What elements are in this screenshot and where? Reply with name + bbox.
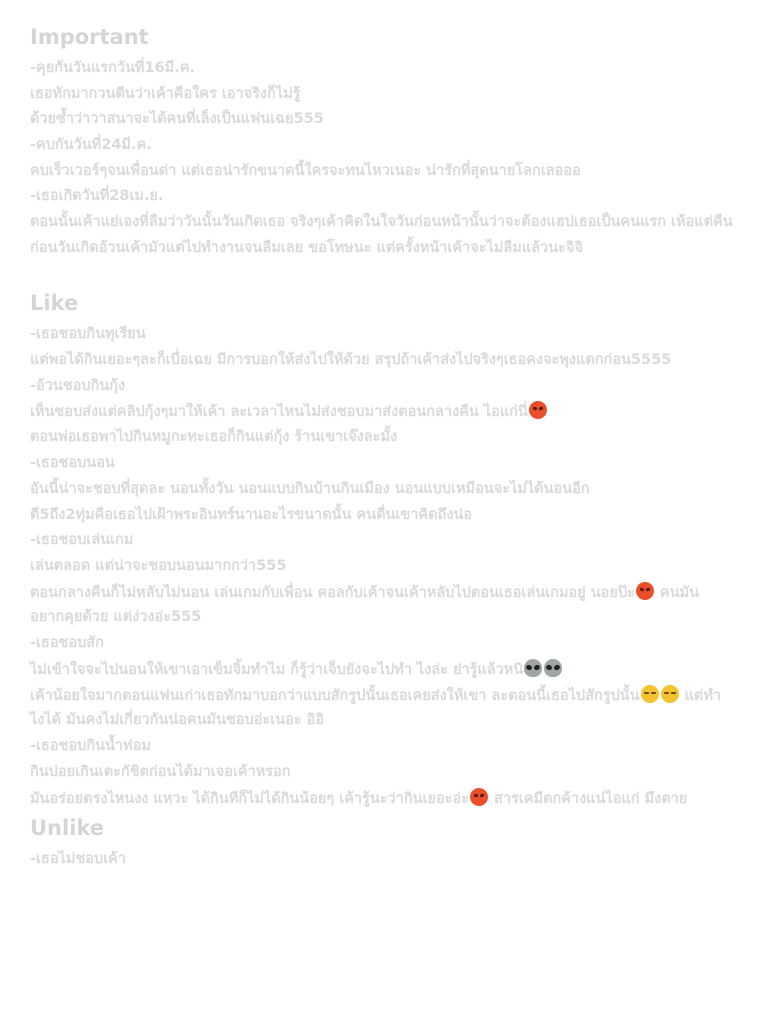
like-line: -เธอชอบนอน [30,455,115,471]
like-line: แต่พอได้กินเยอะๆละก็เบื่อเฉย มีการบอกให้ส่งไปให้ด้วย สรุปถ้าเค้าส่งไปจริงๆเธอคงจะพุงแตกก่อน5555 [30,352,672,368]
like-line-text: มันอร่อยตรงไหนงง แหวะ ได้กินทีก็ไม่ได้กินน้อยๆ เค้ารู้นะว่ากินเยอะอ่ะ [30,791,469,807]
like-line: เล่นตลอด แต่น่าจะชอบนอนมากกว่า555 [30,558,287,574]
important-line: -คบกันวันที่24มี.ค. [30,137,152,153]
like-line: ไงได้ มันคงไม่เกี่ยวกันน่อคนมันชอบอ่ะเนอะ อิอิ [30,712,325,728]
sad-face-icon [641,685,659,703]
angry-face-icon [529,401,547,419]
like-line [30,659,563,680]
like-line-text: เค้าน้อยใจมากตอนแฟนเก่าเธอทักมาบอกว่าแบบสักรูปนั้นเธอเคยส่งให้เขา ละตอนนี้เธอไปสักรูปนั้น [30,688,640,704]
like-line: ตอนพ่อเธอพาไปกินหมูกะทะเธอก็กินแต่กุ้ง ร้านเขาเจ๊งละมั้ง [30,429,398,445]
important-line: ด้วยซ้ำว่าวาสนาจะได้คนที่เล็งเป็นแฟนเฉย555 [30,111,324,127]
angry-face-icon [636,582,654,600]
like-line [30,788,687,809]
important-line: ก่อนวันเกิดอ้วนเค้ามัวแต่ไปทำงานจนลืมเลย ขอโทษนะ แต่ครั้งหน้าเค้าจะไม่ลืมแล้วนะจิจิ [30,240,583,256]
unlike-line: -เธอไม่ชอบเค้า [30,851,126,867]
section-title-important: Important [30,25,149,49]
like-line-text: ไม่เข้าใจจะไปนอนให้เขาเอาเข็มจิ้มทำไม ก็รู้ว่าเจ็บยังจะไปทำ ไงล่ะ ย่ารู้แล้วหนิ [30,662,524,678]
like-line: -เธอชอบเล่นเกม [30,532,134,548]
angry-face-icon [470,788,488,806]
section-title-like: Like [30,291,79,315]
important-line: ตอนนั้นเค้าแย่เองที่ลืมว่าวันนั้นวันเกิดเธอ จริงๆเค้าคิดในใจวันก่อนหน้านั้นว่าจะต้องแฮปเธอเป็นคนแรก เห้อแต่คืน [30,214,733,230]
alien-icon [544,659,562,677]
sad-face-icon [661,685,679,703]
like-line: -อ้วนชอบกินกุ้ง [30,378,126,394]
like-line: อยากคุยด้วย แต่ง่วงอ่ะ555 [30,609,202,625]
like-line: กินบ่อยเกินเตะกัชิตก่อนได้มาเจอเค้าหรอก [30,764,291,780]
like-line: อันนี้น่าจะชอบที่สุดละ นอนทั้งวัน นอนแบบกินบ้านกินเมือง นอนแบบเหมือนจะไม่ได้นอนอีก [30,481,590,497]
important-line: -คุยกันวันแรกวันที่16มี.ค. [30,60,195,76]
like-line: -เธอชอบกินทุเรียน [30,326,146,342]
important-line: คบเร็วเวอร์ๆจนเพื่อนด่า แต่เธอน่ารักขนาดนี้ใครจะทนไหวเนอะ น่ารักที่สุดนายโลกเลอออ [30,163,581,179]
important-line: -เธอเกิดวันที่28เม.ย. [30,188,164,204]
alien-icon [524,659,542,677]
like-line-text: สารเคมีตกค้างแน่ไอแก่ มึงตาย [494,791,688,807]
like-line-text: เห็นชอบส่งแต่คลิปกุ้งๆมาให้เค้า ละเวลาไหนไม่ส่งชอบมาส่งตอนกลางคืน ไอแก่นี่ [30,404,528,420]
like-line [30,401,548,422]
like-line: -เธอชอบกินน้ำท่อม [30,738,151,754]
like-line-text: ตอนกลางคืนก็ไม่หลับไม่นอน เล่นเกมกับเพื่อน คอลกับเค้าจนเค้าหลับไปตอนเธอเล่นเกมอยู่ นอยป๊ะ [30,585,635,601]
like-line [30,582,699,603]
important-line: เธอทักมากวนตีนว่าเค้าคือใคร เอาจริงก็ไม่รู้ [30,86,301,102]
like-line: ตี5ถึง2ทุ่มคือเธอไปเฝ้าพระอินทร์นานอะไรขนาดนั้น คนตื่นเขาคิดถึงน่อ [30,507,473,523]
like-line-text: คนมัน [659,585,700,601]
section-title-unlike: Unlike [30,816,105,840]
like-line [30,685,721,706]
like-line-text: แต่ทำ [684,688,722,704]
like-line: -เธอชอบสัก [30,635,104,651]
